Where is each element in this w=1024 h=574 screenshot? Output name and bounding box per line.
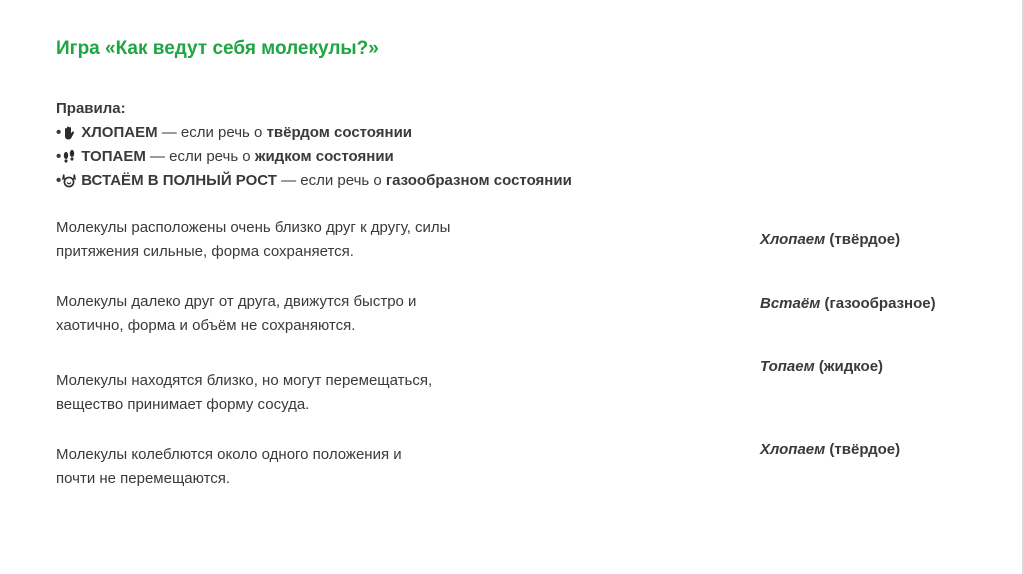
rule-item-stomp: [56, 145, 572, 169]
bullet: •: [56, 148, 62, 165]
answer-3: [760, 358, 883, 375]
statement-line: хаотично, форма и объём не сохраняются.: [56, 317, 356, 334]
rule-state: газообразном состоянии: [385, 172, 572, 189]
statement-line: почти не перемещаются.: [56, 470, 231, 487]
rules-heading: Правила:: [56, 100, 126, 117]
rule-middle: — если речь о: [157, 124, 267, 141]
answer-4: [760, 441, 900, 458]
rule-state: твёрдом состоянии: [266, 124, 413, 141]
raised-hand-icon: [61, 125, 77, 141]
rule-state: жидком состоянии: [254, 148, 394, 165]
rule-item-clap: [56, 121, 572, 145]
statement-1: [56, 216, 536, 264]
statement-line: Молекулы расположены очень близко друг к другу, силы: [56, 219, 451, 236]
statement-line: Молекулы далеко друг от друга, движутся быстро и: [56, 293, 417, 310]
statement-line: притяжения сильные, форма сохраняется.: [56, 243, 354, 260]
footprints-icon: [61, 149, 77, 165]
statement-line: вещество принимает форму сосуда.: [56, 396, 310, 413]
person-raising-hands-icon: [61, 173, 77, 189]
rule-middle: — если речь о: [276, 172, 386, 189]
answer-verb: Хлопаем: [760, 441, 826, 458]
rules-block: [56, 97, 572, 193]
rule-middle: — если речь о: [145, 148, 255, 165]
answer-verb: Встаём: [760, 295, 821, 312]
rule-action: ВСТАЁМ В ПОЛНЫЙ РОСТ: [81, 172, 277, 189]
statement-2: [56, 290, 536, 338]
answer-state: (твёрдое): [825, 441, 901, 458]
rule-action: ТОПАЕМ: [81, 148, 146, 165]
statement-line: Молекулы колеблются около одного положения и: [56, 446, 402, 463]
answer-state: (газообразное): [820, 295, 936, 312]
bullet: •: [56, 124, 62, 141]
answer-state: (жидкое): [814, 358, 884, 375]
rule-action: ХЛОПАЕМ: [81, 124, 158, 141]
slide-title: Игра «Как ведут себя молекулы?»: [56, 38, 379, 59]
rule-item-stand: [56, 169, 572, 193]
bullet: •: [56, 172, 62, 189]
statement-4: [56, 443, 536, 491]
statement-line: Молекулы находятся близко, но могут перемещаться,: [56, 372, 433, 389]
answer-verb: Хлопаем: [760, 231, 826, 248]
statement-3: [56, 369, 536, 417]
answer-verb: Топаем: [760, 358, 815, 375]
answer-state: (твёрдое): [825, 231, 901, 248]
answer-1: [760, 231, 900, 248]
answer-2: [760, 295, 936, 312]
